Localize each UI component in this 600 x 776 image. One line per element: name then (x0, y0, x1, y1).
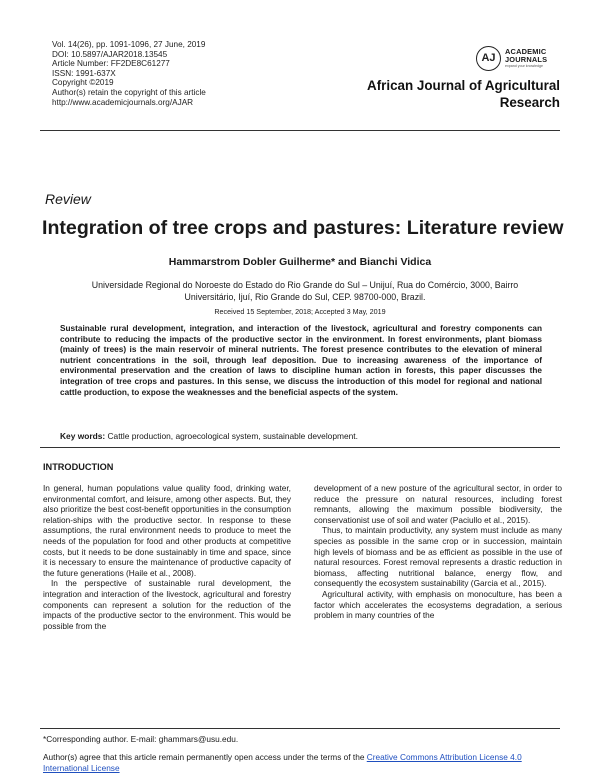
meta-line: Copyright ©2019 (52, 78, 114, 88)
author-affiliation (50, 280, 560, 303)
meta-line: DOI: 10.5897/AJAR2018.13545 (52, 49, 168, 59)
section-label: Review (45, 191, 91, 207)
article-title: Integration of tree crops and pastures: Literature review (42, 217, 564, 239)
paragraph: In general, human populations value quality food, drinking water, environmental comfort, and leisure, among other aspects. But, they also prioritize the best cost-benefit opportunities in the consumption relation-ships with the productive sector. In response to these assumptions, the rural environment needs to produce to meet the needs of the population for food and other products at competitive costs, but it needs to be done sustainably in time and space, since it is necessary to ensure the maintenance of productive capacity of the future generations (Haile et al., 2008). (43, 483, 291, 578)
license-note (43, 752, 563, 773)
logo-line: JOURNALS (505, 55, 548, 64)
keywords-label: Key words: (60, 431, 106, 441)
body-column-left (43, 483, 291, 631)
logo-line: ACADEMIC (505, 47, 547, 56)
paragraph: In the perspective of sustainable rural development, the integration and interaction of the livestock, agricultural and forestry components can represent a solution for the reduction of the impacts of the productive sector to the environment. This would be possible from the (43, 578, 291, 631)
meta-line: Article Number: FF2DE8C61277 (52, 59, 170, 69)
logo-wordmark (505, 48, 547, 64)
affiliation-line: Universidade Regional do Noroeste do Estado do Rio Grande do Sul – Unijuí, Rua do Comércio, 3000, Bairro (91, 280, 519, 290)
meta-line: Vol. 14(26), pp. 1091-1096, 27 June, 2019 (52, 40, 206, 49)
article-authors: Hammarstrom Dobler Guilherme* and Bianchi Vidica (168, 256, 432, 268)
journal-name (320, 77, 560, 111)
paragraph: Agricultural activity, with emphasis on monoculture, has been a factor which accelerates the ecosystems degradation, a serious problem in many countries of the (314, 588, 562, 621)
paragraph: Thus, to maintain productivity, any system must include as many species as possible in the same crop or in succession, maintain high levels of biomass and be as efficient as possible in the use of natural resources. Forest removal represents a drastic reduction in biomass, affecting nutritional balance, energy flow, and consequently the ecosystem sustainability (Garcia et al., 2015). (314, 525, 562, 589)
header-divider (40, 130, 560, 131)
license-text: Author(s) agree that this article remain permanently open access under the terms of the (43, 752, 367, 762)
publisher-logo (476, 46, 586, 72)
corresponding-author: *Corresponding author. E-mail: ghammars@usu.edu. (43, 734, 239, 744)
article-meta (52, 40, 206, 107)
journal-name-line: Research (499, 95, 560, 110)
paragraph: development of a new posture of the agricultural sector, in order to reduce the pressure on natural resources, including forest remnants, allowing the maximum possible biodiversity, the conservationist use of soil and water (Paciullo et al., 2015). (314, 483, 562, 525)
logo-tagline: expand your knowledge (505, 64, 543, 68)
keywords (60, 431, 542, 441)
aj-logo-icon: AJ (476, 46, 501, 71)
license-link[interactable]: Creative Commons Attribution License 4.0 International License (43, 752, 522, 773)
section-heading: INTRODUCTION (43, 462, 114, 472)
abstract-divider (40, 447, 560, 448)
received-dates: Received 15 September, 2018; Accepted 3 May, 2019 (214, 307, 386, 316)
body-column-right (314, 483, 562, 621)
keywords-list: Cattle production, agroecological system, sustainable development. (107, 431, 358, 441)
meta-line-url[interactable]: http://www.academicjournals.org/AJAR (52, 97, 194, 107)
meta-line: ISSN: 1991-637X (52, 68, 116, 78)
abstract: Sustainable rural development, integration, and interaction of the livestock, agricultural and forestry components can contribute to reducing the impacts of the productive sector in the environment. In forest environments, plant biomass (mainly of trees) is the main reservoir of mineral nutrients. The forest presence contributes to the elevation of mineral nutrient concentrations in the soil, through leaf deposition. Due to increasing awareness of the importance of environmental preservation and the creation of laws to discipline human action in forests, this paper discusses the integration of tree crops and pastures. In this sense, we discuss the introduction of this model for regional and national cattle production, to expose the weaknesses and the beneficial aspects of the system. (60, 324, 542, 397)
meta-line: Author(s) retain the copyright of this article (52, 87, 206, 97)
journal-name-line: African Journal of Agricultural (367, 78, 560, 93)
affiliation-line: Universitário, Ijuí, Rio Grande do Sul, CEP. 98700-000, Brazil. (184, 291, 426, 302)
footnote-divider (40, 728, 560, 729)
